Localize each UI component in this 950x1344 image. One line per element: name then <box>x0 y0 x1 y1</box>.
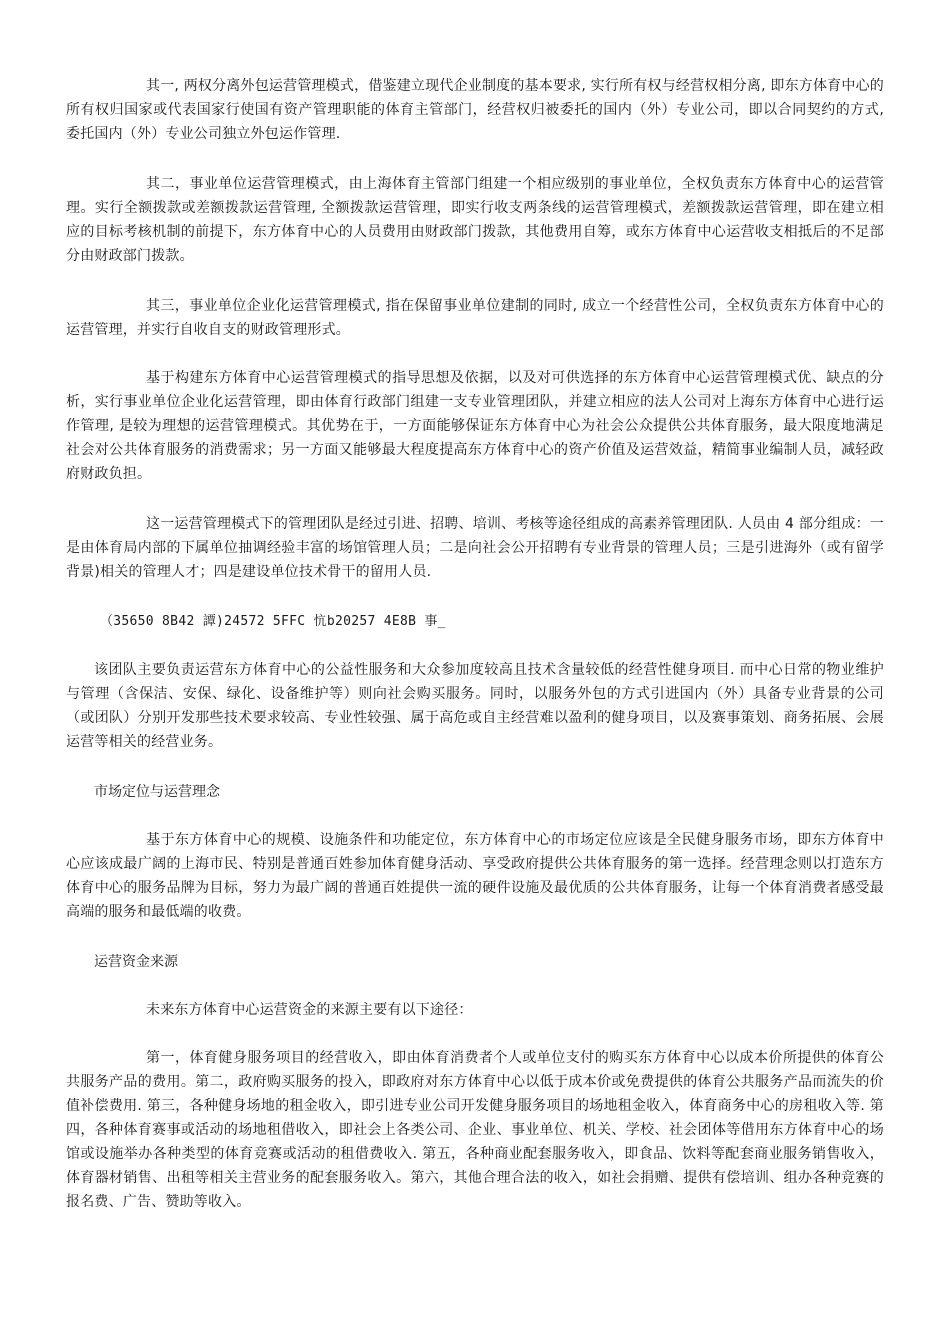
paragraph-market-positioning: 基于东方体育中心的规模、设施条件和功能定位，东方体育中心的市场定位应该是全民健身服务市场，即东方体育中心应该成最广阔的上海市民、特别是普通百姓参加体育健身活动、享受政府提供公共体育服务的第一选择。经营理念则以打造东方体育中心的服务品牌为目标，努力为最广阔的普通百姓提供一流的硬件设施及最优质的公共体育服务，让每一个体育消费者感受最高端的服务和最低端的收费。 <box>66 832 884 920</box>
paragraph-funding-details: 第一，体育健身服务项目的经营收入，即由体育消费者个人或单位支付的购买东方体育中心以成本价所提供的体育公共服务产品的费用。第二，政府购买服务的投入，即政府对东方体育中心以低于成本价或免费提供的体育公共服务产品而流失的价值补偿费用. 第三，各种健身场地的租金收入，即引进专业公司开发健身服务项目的场地租金收入，体育商务中心的房租收入等. 第四，各种体育赛事或活动的场地租借收入，即社会上各类公司、企业、事业单位、机关、学校、社会团体等借用东方体育中心的场馆或设施举办各种类型的体育竞赛或活动的租借费收入. 第五，各种商业配套服务收入，即食品、饮料等配套商业服务销售收入，体育器材销售、出租等相关主营业务的配套服务收入。第六，其他合理合法的收入，如社会捐赠、提供有偿培训、组办各种竞赛的报名费、广告、赞助等收入。 <box>66 1050 884 1210</box>
paragraph-model-3: 其三，事业单位企业化运营管理模式, 指在保留事业单位建制的同时, 成立一个经营性公司，全权负责东方体育中心的运营管理，并实行自收自支的财政管理形式。 <box>66 298 884 338</box>
paragraph-rationale: 基于构建东方体育中心运营管理模式的指导思想及依据，以及对可供选择的东方体育中心运营管理模式优、缺点的分析，实行事业单位企业化运营管理，即由体育行政部门组建一支专业管理团队，并建立相应的法人公司对上海东方体育中心进行运作管理, 是较为理想的运营管理模式。其优势在于，一方面能够保证东方体育中心为社会公众提供公共体育服务，最大限度地满足社会对公共体育服务的消费需求；另一方面又能够最大程度提高东方体育中心的资产价值及运营效益，精简事业编制人员，减轻政府财政负担。 <box>66 370 884 482</box>
garbled-text-line: （35650 8B42 譚)24572 5FFC 忼b20257 4E8B 事_ <box>100 614 446 629</box>
paragraph-team-composition: 这一运营管理模式下的管理团队是经过引进、招聘、培训、考核等途径组成的高素养管理团队. 人员由 4 部分组成：一是由体育局内部的下属单位抽调经验丰富的场馆管理人员；二是向社会公开招聘有专业背景的管理人员；三是引进海外（或有留学背景)相关的管理人才；四是建设单位技术骨干的留用人员. <box>66 516 884 580</box>
paragraph-model-1: 其一, 两权分离外包运营管理模式，借鉴建立现代企业制度的基本要求, 实行所有权与经营权相分离, 即东方体育中心的所有权归国家或代表国家行使国有资产管理职能的体育主管部门，经营权归被委托的国内（外）专业公司，即以合同契约的方式, 委托国内（外）专业公司独立外包运作管理. <box>66 78 884 142</box>
section-heading-market-positioning: 市场定位与运营理念 <box>94 784 220 800</box>
paragraph-model-2: 其二，事业单位运营管理模式，由上海体育主管部门组建一个相应级别的事业单位，全权负责东方体育中心的运营管理。实行全额拨款或差额拨款运营管理, 全额拨款运营管理，即实行收支两条线的运营管理模式，差额拨款运营管理，即在建立相应的目标考核机制的前提下，东方体育中心的人员费用由财政部门拨款，其他费用自筹，或东方体育中心运营收支相抵后的不足部分由财政部门拨款。 <box>66 176 884 264</box>
section-heading-funding-sources: 运营资金来源 <box>94 954 178 970</box>
paragraph-funding-intro: 未来东方体育中心运营资金的来源主要有以下途径： <box>146 1002 473 1018</box>
paragraph-team-responsibility: 该团队主要负责运营东方体育中心的公益性服务和大众参加度较高且技术含量较低的经营性健身项目. 而中心日常的物业维护与管理（含保洁、安保、绿化、设备维护等）则向社会购买服务。同时，以服务外包的方式引进国内（外）具备专业背景的公司（或团队）分别开发那些技术要求较高、专业性较强、属于高危或自主经营难以盈利的健身项目，以及赛事策划、商务拓展、会展运营等相关的经营业务。 <box>66 662 884 750</box>
